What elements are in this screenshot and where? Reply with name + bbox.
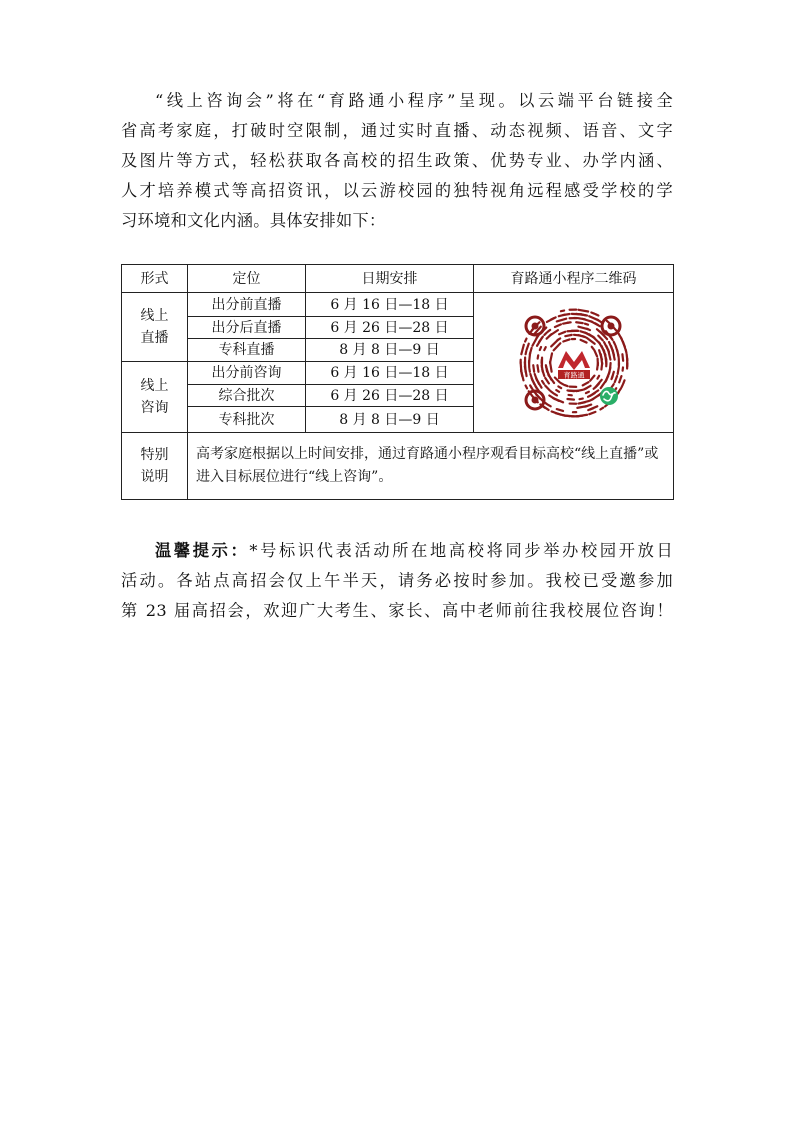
cell-position: 出分前直播 [188, 293, 306, 316]
note-text: 高考家庭根据以上时间安排，通过育路通小程序观看目标高校“线上直播”或进入目标展位进行“线上咨询”。 [188, 432, 674, 499]
cell-date: 8 月 8 日—9 日 [306, 339, 474, 361]
cell-position: 专科批次 [188, 407, 306, 432]
header-date: 日期安排 [306, 265, 474, 293]
tips-line-3: 第 23 届高招会，欢迎广大考生、家长、高中老师前往我校展位咨询！ [121, 601, 673, 620]
cell-date: 6 月 26 日—28 日 [306, 385, 474, 407]
qr-code-cell [474, 293, 674, 432]
intro-line-2: 省高考家庭，打破时空限制，通过实时直播、动态视频、语音、文字 [121, 121, 673, 140]
miniprogram-badge-icon [600, 387, 618, 405]
cell-position: 专科直播 [188, 339, 306, 361]
qr-logo-text: 育路通 [563, 371, 584, 380]
table-header-row [122, 265, 674, 293]
intro-line-3: 及图片等方式，轻松获取各高校的招生政策、优势专业、办学内涵、 [121, 151, 673, 170]
note-label: 特别说明 [122, 432, 188, 499]
group-label-live: 线上直播 [122, 293, 188, 361]
cell-date: 6 月 16 日—18 日 [306, 293, 474, 316]
tips-label: 温馨提示： [155, 541, 250, 560]
cell-date: 6 月 26 日—28 日 [306, 316, 474, 338]
header-qrcode: 育路通小程序二维码 [474, 265, 674, 293]
cell-position: 出分后直播 [188, 316, 306, 338]
intro-line-1: “线上咨询会”将在“育路通小程序”呈现。以云端平台链接全 [155, 91, 673, 110]
intro-line-4: 人才培养模式等高招资讯，以云游校园的独特视角远程感受学校的学 [121, 181, 673, 200]
table-note-row [122, 432, 674, 499]
header-form: 形式 [122, 265, 188, 293]
schedule-table [121, 264, 674, 500]
tips-line-2: 活动。各站点高招会仅上午半天，请务必按时参加。我校已受邀参加 [121, 571, 673, 590]
tips-line-1 [121, 536, 673, 566]
cell-position: 综合批次 [188, 385, 306, 407]
cell-date: 6 月 16 日—18 日 [306, 361, 474, 384]
cell-date: 8 月 8 日—9 日 [306, 407, 474, 432]
header-position: 定位 [188, 265, 306, 293]
qr-code-image [515, 304, 633, 422]
intro-line-5: 习环境和文化内涵。具体安排如下： [121, 211, 386, 230]
intro-paragraph [121, 86, 673, 236]
table-row [122, 293, 674, 316]
cell-position: 出分前咨询 [188, 361, 306, 384]
tips-paragraph [121, 536, 673, 626]
tips-line-1-text: *号标识代表活动所在地高校将同步举办校园开放日 [249, 541, 674, 560]
group-label-consult: 线上咨询 [122, 361, 188, 432]
